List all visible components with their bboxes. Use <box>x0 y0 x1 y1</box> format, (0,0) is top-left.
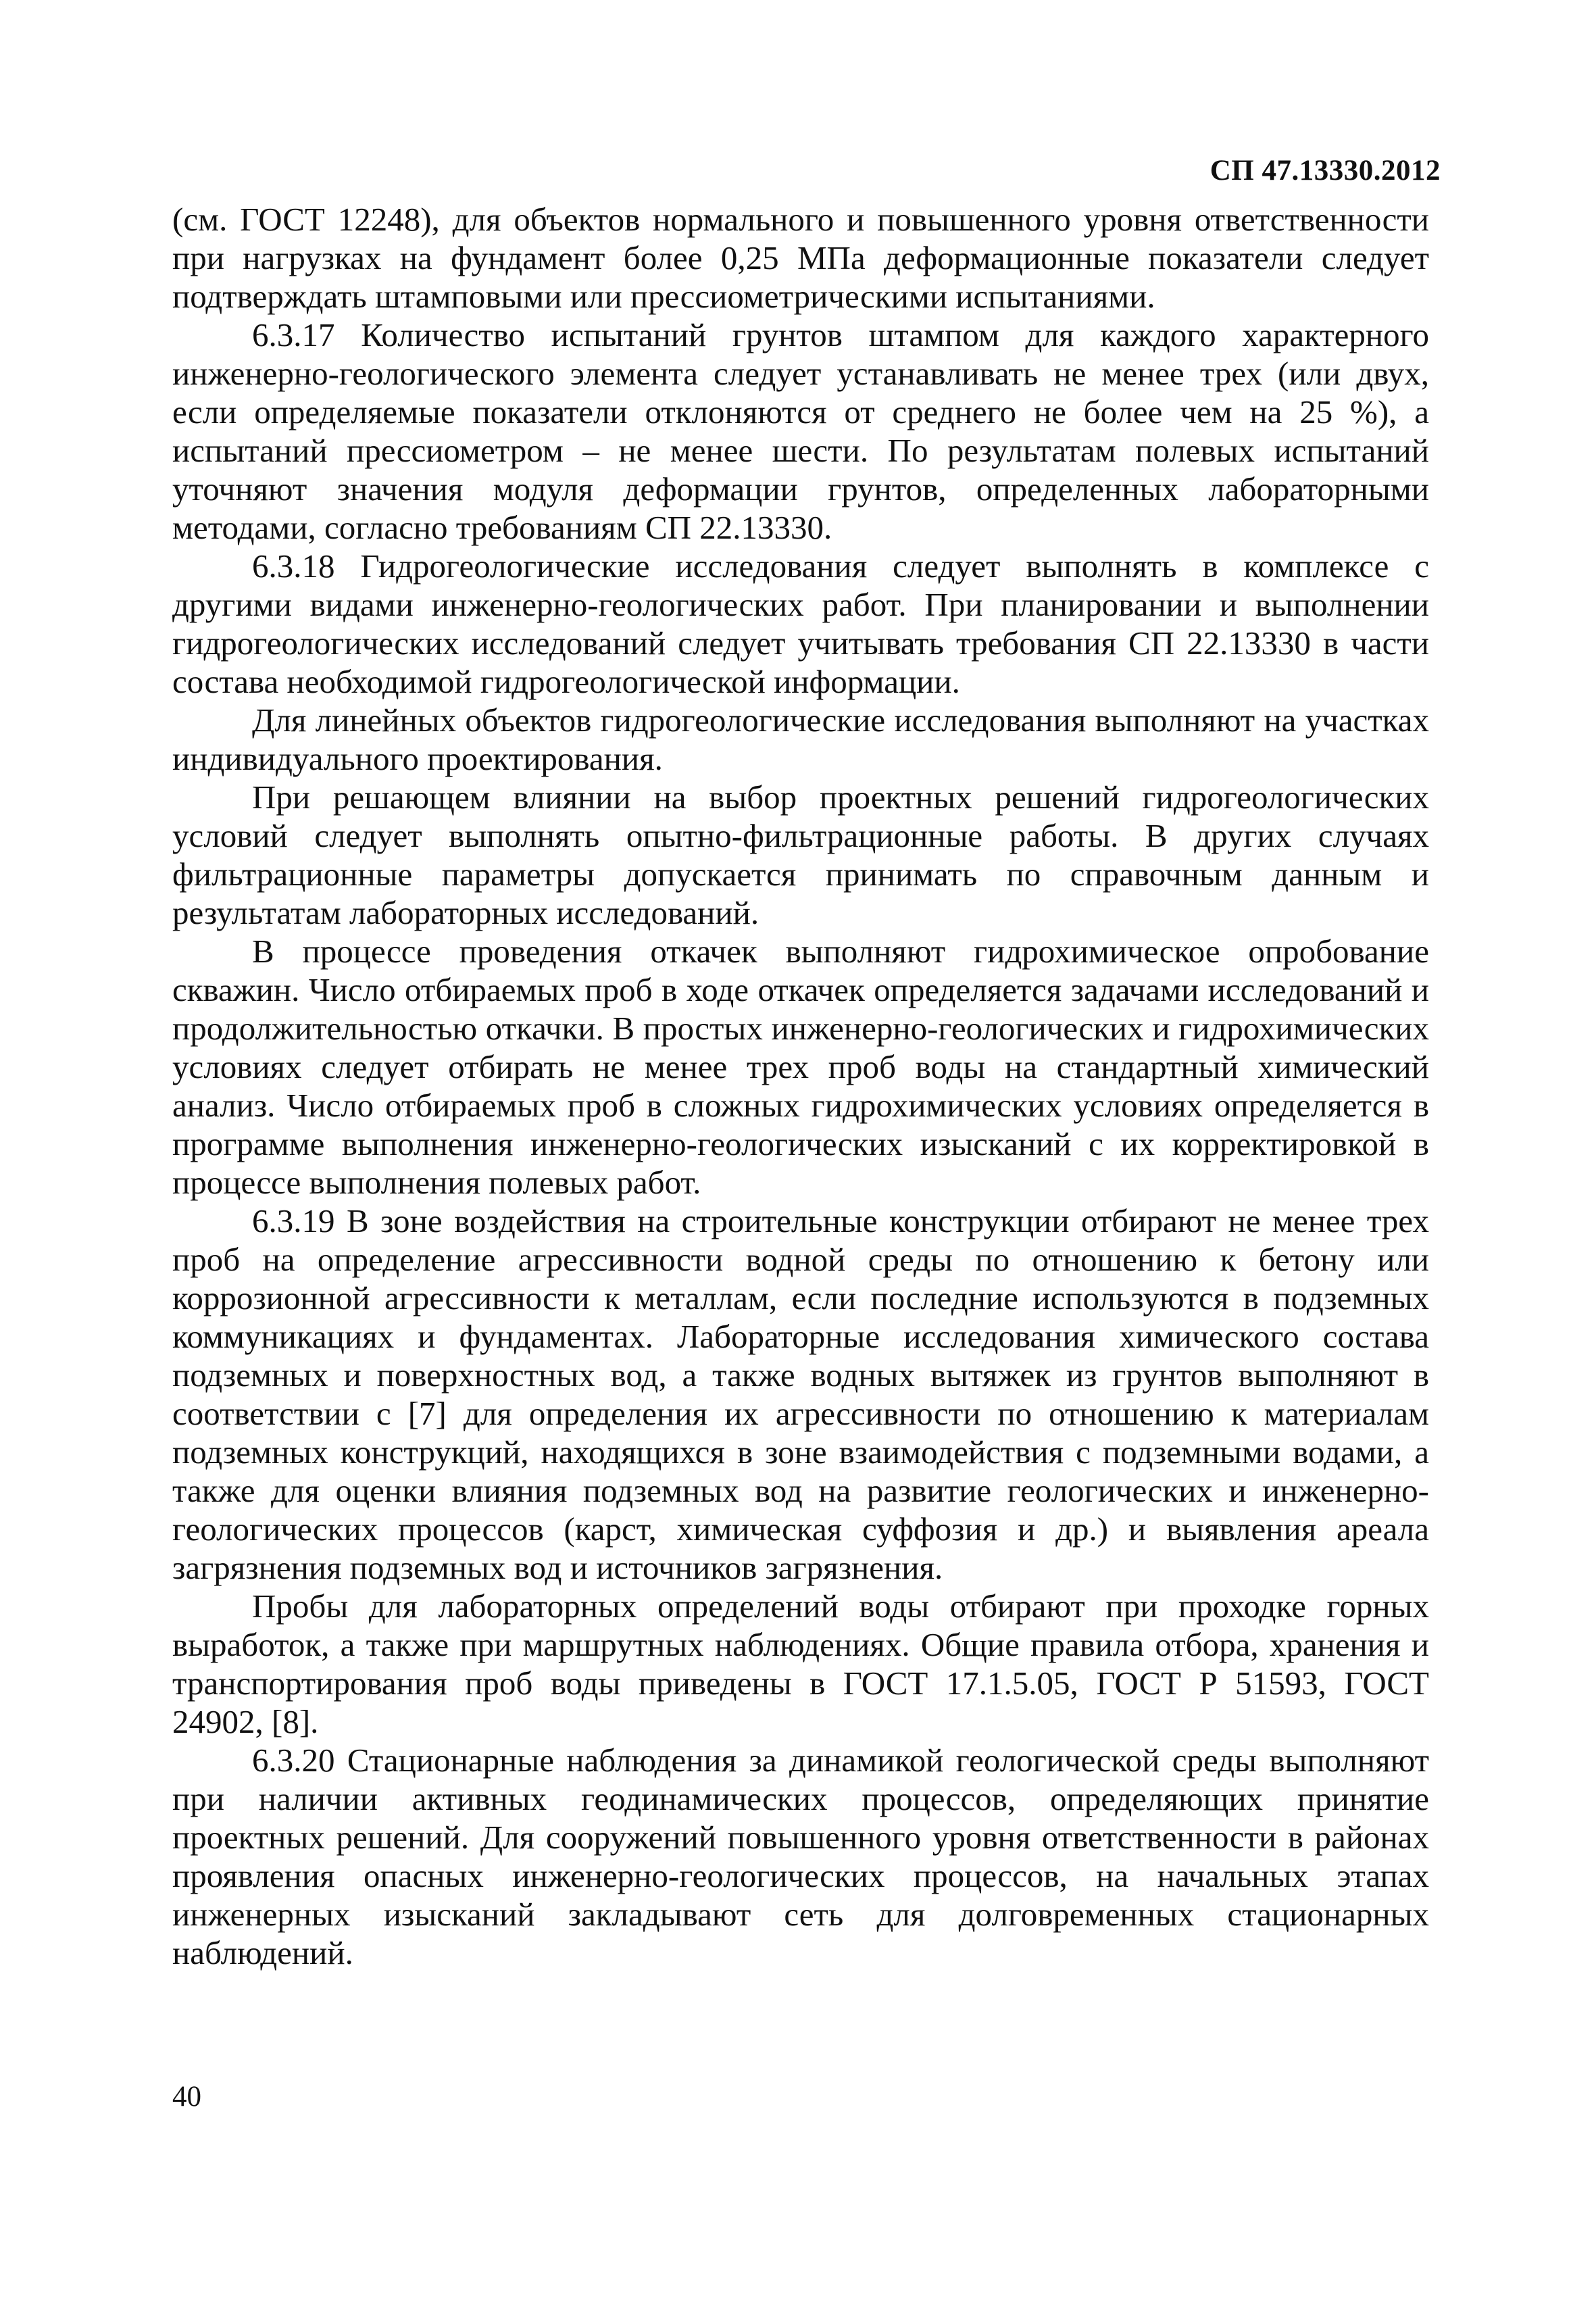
paragraph-pumping-sampling: В процессе проведения откачек выполняют гидрохимическое опробование скважин. Число отбираемых проб в ходе откачек определяется задачами исследований и продолжительностью откачки. В простых инженерно-геологических и гидрохимических условиях следует отбирать не менее трех проб воды на стандартный химический анализ. Число отбираемых проб в сложных гидрохимических условиях определяется в программе выполнения инженерно-геологических изысканий с их корректировкой в процессе выполнения полевых работ. <box>172 933 1429 1201</box>
document-code: СП 47.13330.2012 <box>1210 155 1441 187</box>
paragraph-continuation: (см. ГОСТ 12248), для объектов нормального и повышенного уровня ответственности при нагрузках на фундамент более 0,25 МПа деформационные показатели следует подтверждать штамповыми или прессиометрическими испытаниями. <box>172 201 1429 315</box>
paragraph-6-3-18: 6.3.18 Гидрогеологические исследования следует выполнять в комплексе с другими видами инженерно-геологических работ. При планировании и выполнении гидрогеологических исследований следует учитывать требования СП 22.13330 в части состава необходимой гидрогеологической информации. <box>172 547 1429 700</box>
paragraph-6-3-19: 6.3.19 В зоне воздействия на строительные конструкции отбирают не менее трех проб на определение агрессивности водной среды по отношению к бетону или коррозионной агрессивности к металлам, если последние используются в подземных коммуникациях и фундаментах. Лабораторные исследования химического состава подземных и поверхностных вод, а также водных вытяжек из грунтов выполняют в соответствии с [7] для определения их агрессивности по отношению к материалам подземных конструкций, находящихся в зоне взаимодействия с подземными водами, а также для оценки влияния подземных вод на развитие геологических и инженерно-геологических процессов (карст, химическая суффозия и др.) и выявления ареала загрязнения подземных вод и источников загрязнения. <box>172 1202 1429 1586</box>
paragraph-6-3-20: 6.3.20 Стационарные наблюдения за динамикой геологической среды выполняют при наличии активных геодинамических процессов, определяющих принятие проектных решений. Для сооружений повышенного уровня ответственности в районах проявления опасных инженерно-геологических процессов, на начальных этапах инженерных изысканий закладывают сеть для долговременных стационарных наблюдений. <box>172 1742 1429 1971</box>
paragraph-6-3-17: 6.3.17 Количество испытаний грунтов штампом для каждого характерного инженерно-геологического элемента следует устанавливать не менее трех (или двух, если определяемые показатели отклоняются от среднего не более чем на 25 %), а испытаний прессиометром – не менее шести. По результатам полевых испытаний уточняют значения модуля деформации грунтов, определенных лабораторными методами, согласно требованиям СП 22.13330. <box>172 316 1429 546</box>
page-number: 40 <box>172 2081 201 2113</box>
body-text <box>172 200 1429 1972</box>
paragraph-linear-objects: Для линейных объектов гидрогеологические исследования выполняют на участках индивидуального проектирования. <box>172 701 1429 777</box>
paragraph-water-samples: Пробы для лабораторных определений воды отбирают при проходке горных выработок, а также при маршрутных наблюдениях. Общие правила отбора, хранения и транспортирования проб воды приведены в ГОСТ 17.1.5.05, ГОСТ Р 51593, ГОСТ 24902, [8]. <box>172 1587 1429 1740</box>
paragraph-filtration-works: При решающем влиянии на выбор проектных решений гидрогеологических условий следует выполнять опытно-фильтрационные работы. В других случаях фильтрационные параметры допускается принимать по справочным данным и результатам лабораторных исследований. <box>172 779 1429 931</box>
